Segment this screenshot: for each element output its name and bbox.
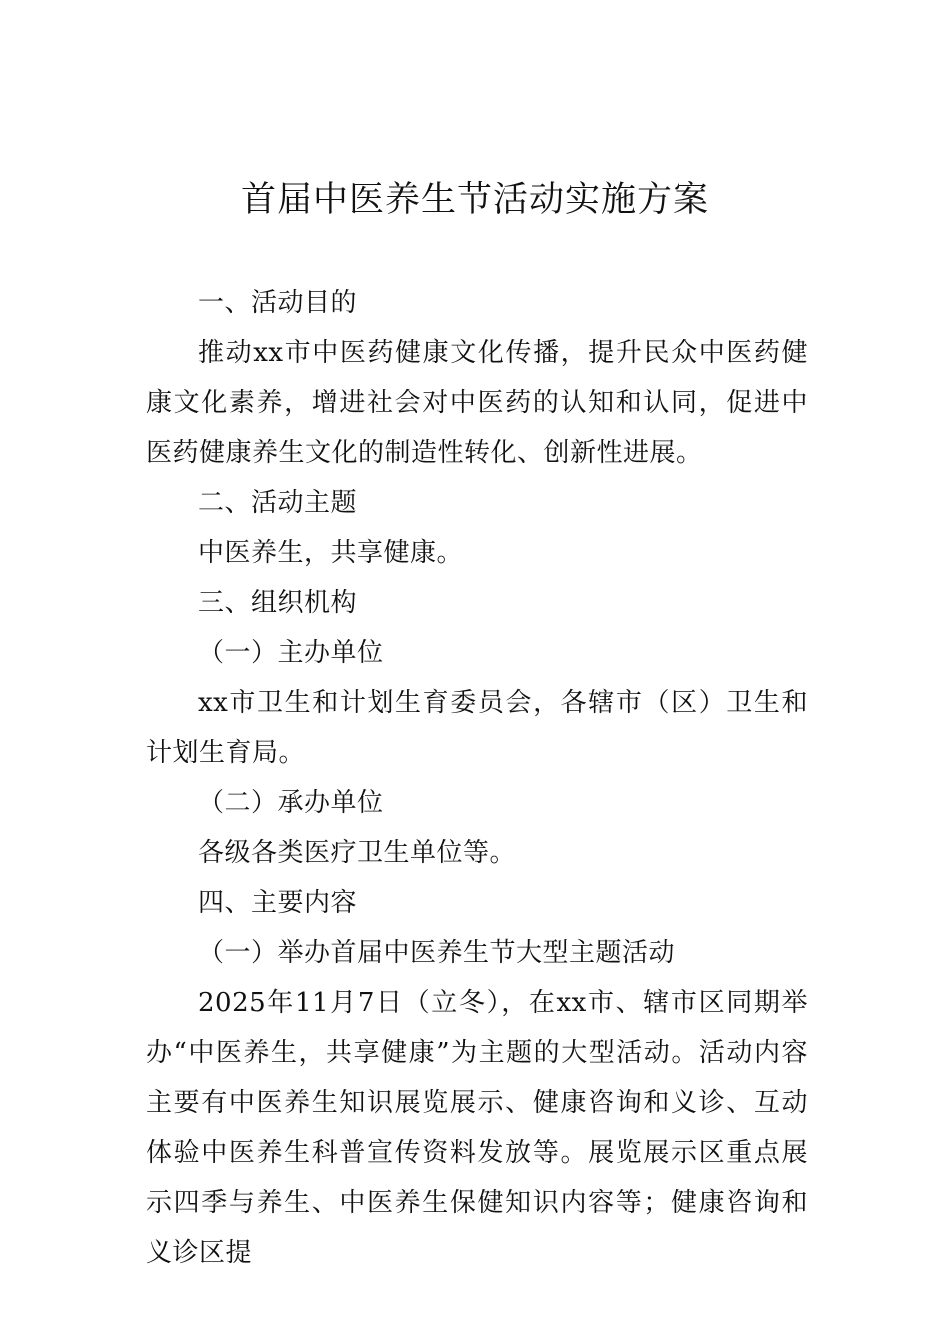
subheading-host: （一）主办单位 bbox=[198, 638, 384, 668]
paragraph-event: 2025年11月7日（立冬），在xx市、辖市区同期举办“中医养生，共享健康”为主题的大型活动。活动内容主要有中医养生知识展览展示、健康咨询和义诊、互动体验中医养生科普宣传资料发放等。展览展示区重点展示四季与养生、中医养生保健知识内容等；健康咨询和义诊区提 bbox=[146, 988, 808, 1268]
paragraph-organizer: 各级各类医疗卫生单位等。 bbox=[198, 838, 517, 868]
section-heading-purpose: 一、活动目的 bbox=[198, 288, 358, 318]
paragraph-purpose: 推动xx市中医药健康文化传播，提升民众中医药健康文化素养，增进社会对中医药的认知和认同，促进中医药健康养生文化的制造性转化、创新性进展。 bbox=[146, 338, 808, 468]
subheading-organizer: （二）承办单位 bbox=[198, 788, 384, 818]
paragraph-host: xx市卫生和计划生育委员会，各辖市（区）卫生和计划生育局。 bbox=[146, 688, 808, 768]
document-title: 首届中医养生节活动实施方案 bbox=[240, 180, 709, 220]
subheading-event: （一）举办首届中医养生节大型主题活动 bbox=[198, 938, 676, 968]
paragraph-theme: 中医养生，共享健康。 bbox=[198, 538, 464, 568]
section-heading-theme: 二、活动主题 bbox=[198, 488, 358, 518]
section-heading-content: 四、主要内容 bbox=[198, 888, 358, 918]
document-body bbox=[146, 278, 808, 1278]
section-heading-organization: 三、组织机构 bbox=[198, 588, 358, 618]
